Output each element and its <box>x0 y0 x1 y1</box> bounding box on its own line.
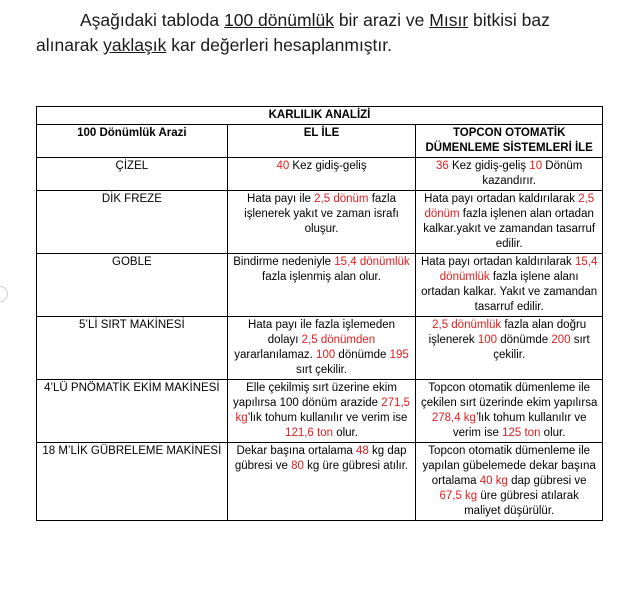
header-area: 100 Dönümlük Arazi <box>37 125 228 158</box>
intro-paragraph <box>36 8 606 58</box>
cell-manual <box>227 443 416 521</box>
cell-text: üre gübresi atılarak maliyet düşürülür. <box>464 490 579 517</box>
highlight-value: 80 <box>291 460 304 472</box>
table-title-row <box>37 107 603 125</box>
intro-text: Aşağıdaki tabloda <box>80 10 224 30</box>
cell-text: olur. <box>333 427 358 439</box>
intro-text: bitkisi baz alınarak <box>36 10 550 55</box>
cell-text: ’lık tohum kullanılır ve verim ise <box>247 412 408 424</box>
cell-text: Hata payı ile fazla işlemeden dolayı <box>247 319 396 346</box>
highlight-value: 121,6 ton <box>285 427 334 439</box>
row-machine-name: 4’LÜ PNÖMATİK EKİM MAKİNESİ <box>37 380 228 443</box>
cell-text: dönümde <box>497 334 552 346</box>
cell-topcon <box>416 191 603 254</box>
cell-text: dap gübresi ve <box>507 475 587 487</box>
table-row <box>37 158 603 191</box>
cell-topcon <box>416 254 603 317</box>
highlight-value: 200 <box>551 334 571 346</box>
highlight-value: 125 ton <box>502 427 541 439</box>
table-row <box>37 317 603 380</box>
table-row <box>37 191 603 254</box>
cell-text: kg üre gübresi atılır. <box>303 460 409 472</box>
table-row <box>37 254 603 317</box>
header-manual: EL İLE <box>227 125 416 158</box>
cell-manual <box>227 380 416 443</box>
row-machine-name: ÇİZEL <box>37 158 228 191</box>
cell-text: Topcon otomatik dümenleme ile çekilen sırt üzerinde ekim yapılırsa <box>420 382 598 409</box>
cell-text: fazla alan doğru işlenerek <box>428 319 587 346</box>
margin-marker <box>0 286 8 302</box>
cell-text: Bindirme nedeniyle <box>233 256 335 268</box>
highlight-value: 100 <box>477 334 497 346</box>
cell-text: Hata payı ile <box>247 193 315 205</box>
cell-text: kg dap gübresi ve <box>234 445 407 472</box>
cell-text: sırt çekilir. <box>295 364 348 376</box>
intro-underlined-approx: yaklaşık <box>103 35 167 55</box>
row-machine-name: GOBLE <box>37 254 228 317</box>
cell-text: fazla işlene alanı ortadan kalkar. Yakıt ve zamandan tasarruf edilir. <box>421 271 598 313</box>
highlight-value: 2,5 dönüm <box>314 193 369 205</box>
profitability-table <box>36 106 603 521</box>
highlight-value: 10 <box>529 160 543 172</box>
intro-text: kar değerleri hesaplanmıştır. <box>166 35 393 55</box>
highlight-value: 271,5 kg <box>235 397 411 424</box>
cell-text: Kez gidiş-geliş <box>289 160 367 172</box>
highlight-value: 15,4 dönümlük <box>334 256 410 268</box>
intro-underlined-area: 100 dönümlük <box>224 10 334 30</box>
cell-text: Hata payı ortadan kaldırılarak <box>420 256 575 268</box>
highlight-value: 48 <box>356 445 369 457</box>
highlight-value: 195 <box>389 349 409 361</box>
cell-text: Topcon otomatik dümenleme ile yapılan gübelemede dekar başına ortalama <box>422 445 596 487</box>
table-header-row <box>37 125 603 158</box>
table-row <box>37 443 603 521</box>
cell-manual <box>227 254 416 317</box>
highlight-value: 2,5 dönüm <box>424 193 595 220</box>
cell-text: fazla işlenerek yakıt ve zaman israfı oluşur. <box>244 193 399 235</box>
cell-text: Dönüm kazandırır. <box>482 160 583 187</box>
cell-manual <box>227 317 416 380</box>
cell-topcon <box>416 380 603 443</box>
row-machine-name: 5’Lİ SIRT MAKİNESİ <box>37 317 228 380</box>
cell-text: dönümde <box>335 349 390 361</box>
table-title: KARLILIK ANALİZİ <box>37 107 603 125</box>
cell-text: ’lık tohum kullanılır ve verim ise <box>452 412 587 439</box>
cell-topcon <box>416 158 603 191</box>
highlight-value: 67,5 kg <box>439 490 478 502</box>
highlight-value: 15,4 dönümlük <box>439 256 598 283</box>
cell-text: Dekar başına ortalama <box>236 445 357 457</box>
row-machine-name: DİK FREZE <box>37 191 228 254</box>
highlight-value: 40 kg <box>479 475 508 487</box>
row-machine-name: 18 M’LİK GÜBRELEME MAKİNESİ <box>37 443 228 521</box>
highlight-value: 2,5 dönümden <box>301 334 376 346</box>
cell-text: Elle çekilmiş sırt üzerine ekim yapılırsa 100 dönüm arazide <box>232 382 397 409</box>
cell-topcon <box>416 443 603 521</box>
cell-text: fazla işlenmiş alan olur. <box>262 271 381 283</box>
cell-text: olur. <box>540 427 566 439</box>
cell-text: Kez gidiş-geliş <box>448 160 530 172</box>
highlight-value: 100 <box>316 349 336 361</box>
highlight-value: 40 <box>276 160 290 172</box>
header-topcon: TOPCON OTOMATİK DÜMENLEME SİSTEMLERİ İLE <box>416 125 603 158</box>
cell-topcon <box>416 317 603 380</box>
cell-text: Hata payı ortadan kaldırılarak <box>424 193 579 205</box>
highlight-value: 2,5 dönümlük <box>432 319 502 331</box>
cell-text: fazla işlenen alan ortadan kalkar.yakıt ve zamandan tasarruf edilir. <box>423 208 596 250</box>
table-row <box>37 380 603 443</box>
highlight-value: 278,4 kg <box>431 412 476 424</box>
intro-underlined-crop: Mısır <box>429 10 469 30</box>
cell-manual <box>227 191 416 254</box>
cell-text: yararlanılamaz. <box>234 349 317 361</box>
highlight-value: 36 <box>435 160 449 172</box>
cell-manual <box>227 158 416 191</box>
cell-text: sırt çekilir. <box>493 334 590 361</box>
intro-text: bir arazi ve <box>333 10 430 30</box>
